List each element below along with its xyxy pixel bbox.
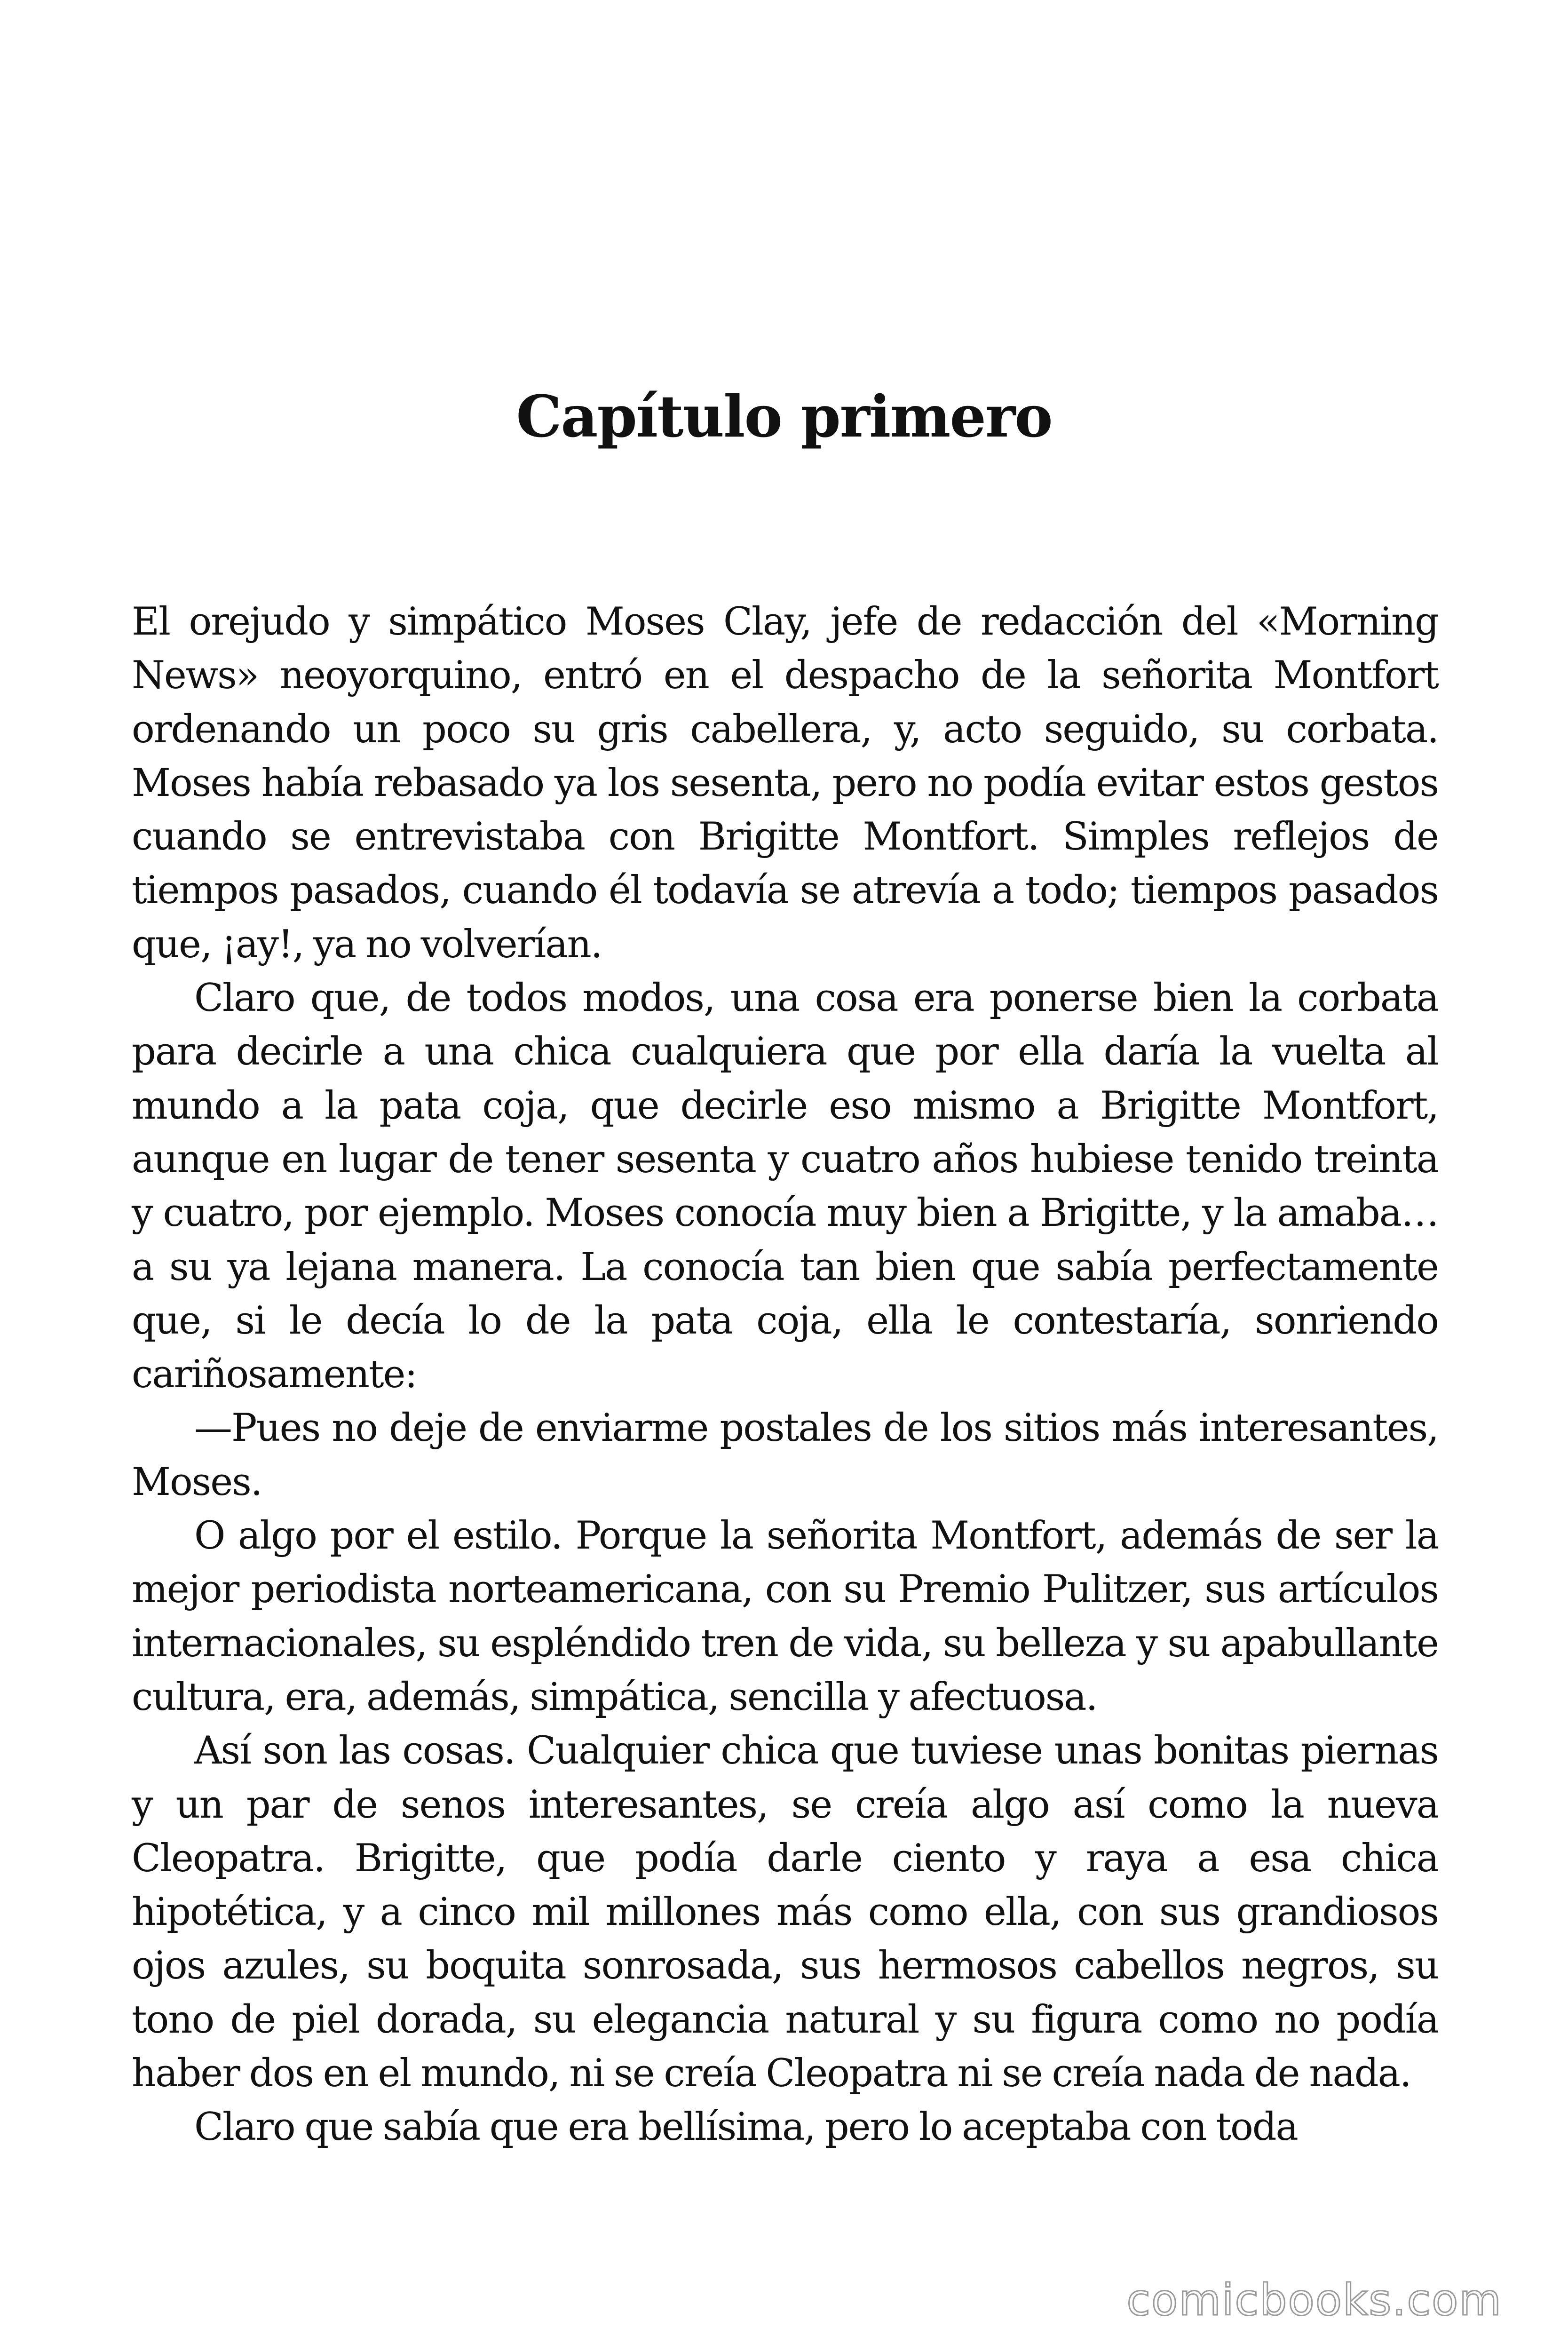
paragraph-6: Claro que sabía que era bellísima, pero lo aceptaba con toda bbox=[194, 2105, 1298, 2150]
paragraph-4: O algo por el estilo. Porque la señorita Montfort, además de ser la mejor periodista norteamericana, con su Premio Pulitzer, sus artículos internacionales, su espléndido tren de vida, su belleza y su apabullante cultura, era, además, simpática, sencilla y afectuosa. bbox=[132, 1514, 1438, 1719]
paragraph-5: Así son las cosas. Cualquier chica que tuviese unas bonitas piernas y un par de senos interesantes, se creía algo así como la nueva Cleopatra. Brigitte, que podía darle ciento y raya a esa chica hipotética, y a cinco mil millones más como ella, con sus grandiosos ojos azules, su boquita sonrosada, sus hermosos cabellos negros, su tono de piel dorada, su elegancia natural y su figura como no podía haber dos en el mundo, ni se creía Cleopatra ni se creía nada de nada. bbox=[132, 1729, 1438, 2096]
chapter-title: Capítulo primero bbox=[516, 382, 1052, 450]
paragraph-2: Claro que, de todos modos, una cosa era ponerse bien la corbata para decirle a una chica cualquiera que por ella daría la vuelta al mundo a la pata coja, que decirle eso mismo a Brigitte Montfort, aunque en lugar de tener sesenta y cuatro años hubiese tenido treinta y cuatro, por ejemplo. Moses conocía muy bien a Brigitte, y la amaba… a su ya lejana manera. La conocía tan bien que sabía perfectamente que, si le decía lo de la pata coja, ella le contestaría, sonriendo cariñosamente: bbox=[132, 976, 1438, 1397]
paragraph-1: El orejudo y simpático Moses Clay, jefe de redacción del «Morning News» neoyorquino, entró en el despacho de la señorita Montfort ordenando un poco su gris cabellera, y, acto seguido, su corbata. Moses había rebasado ya los sesenta, pero no podía evitar estos gestos cuando se entrevistaba con Brigitte Montfort. Simples reflejos de tiempos pasados, cuando él todavía se atrevía a todo; tiempos pasados que, ¡ay!, ya no volverían. bbox=[132, 600, 1438, 967]
paragraph-3-dialogue: —Pues no deje de enviarme postales de los sitios más interesantes, Moses. bbox=[132, 1406, 1438, 1504]
chapter-body bbox=[132, 595, 1438, 2154]
site-watermark: comicbooks.com bbox=[1126, 2275, 1502, 2325]
